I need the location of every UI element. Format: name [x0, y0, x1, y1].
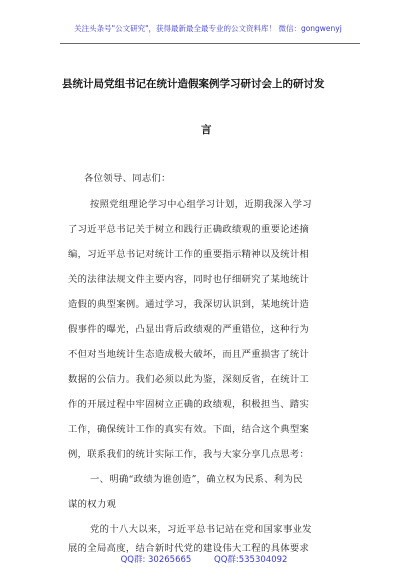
paragraph-line: 党的十八大以来，习近平总书记站在党和国家事业发: [90, 524, 312, 535]
document-title-line-1: 县统计局党组书记在统计造假案例学习研讨会上的研讨发: [62, 78, 325, 90]
section-heading-line: 谋的权力观: [68, 499, 117, 510]
paragraph-line: 例，联系我们的统计实际工作，我与大家分享几点思考：: [68, 449, 310, 460]
paragraph-line: 了习近平总书记关于树立和践行正确政绩观的重要论述摘: [68, 224, 310, 235]
salutation: 各位领导、同志们：: [84, 173, 171, 184]
paragraph-line: 按照党组理论学习中心组学习计划，近期我深入学习: [90, 199, 312, 210]
paragraph-line: 关的法律法规文件主要内容，同时也仔细研究了某地统计: [68, 274, 310, 285]
footer-qq-group-2: QQ群:535304092: [214, 555, 288, 565]
footer-qq-group-1: QQ群: 30265665: [120, 555, 192, 565]
paragraph-line: 不但对当地统计生态造成极大破坏，而且严重损害了统计: [68, 349, 310, 360]
section-heading-line: 一、明确“政绩为谁创造”，确立权为民系、利为民: [90, 474, 303, 485]
paragraph-line: 作的开展过程中牢固树立正确的政绩观，积极担当、踏实: [68, 399, 310, 410]
document-title-line-2: 言: [201, 124, 212, 136]
header-divider: [60, 43, 360, 44]
paragraph-line: 造假的典型案例。通过学习，我深切认识到，某地统计造: [68, 299, 310, 310]
paragraph-line: 工作，确保统计工作的真实有效。下面，结合这个典型案: [68, 424, 310, 435]
paragraph-line: 展的全局高度，结合新时代党的建设伟大工程的具体要求: [68, 543, 310, 554]
paragraph-line: 假事件的曝光，凸显出背后政绩观的严重错位，这种行为: [68, 324, 310, 335]
paragraph-line: 数据的公信力。我们必须以此为鉴，深刻反省，在统计工: [68, 374, 310, 385]
header-notice: 关注头条号"公文研究"，获得最新最全最专业的公文资料库！ 微信：gongwenyj: [74, 24, 342, 33]
paragraph-line: 编，习近平总书记对统计工作的重要指示精神以及统计相: [68, 249, 310, 260]
footer-contact: [0, 553, 408, 565]
